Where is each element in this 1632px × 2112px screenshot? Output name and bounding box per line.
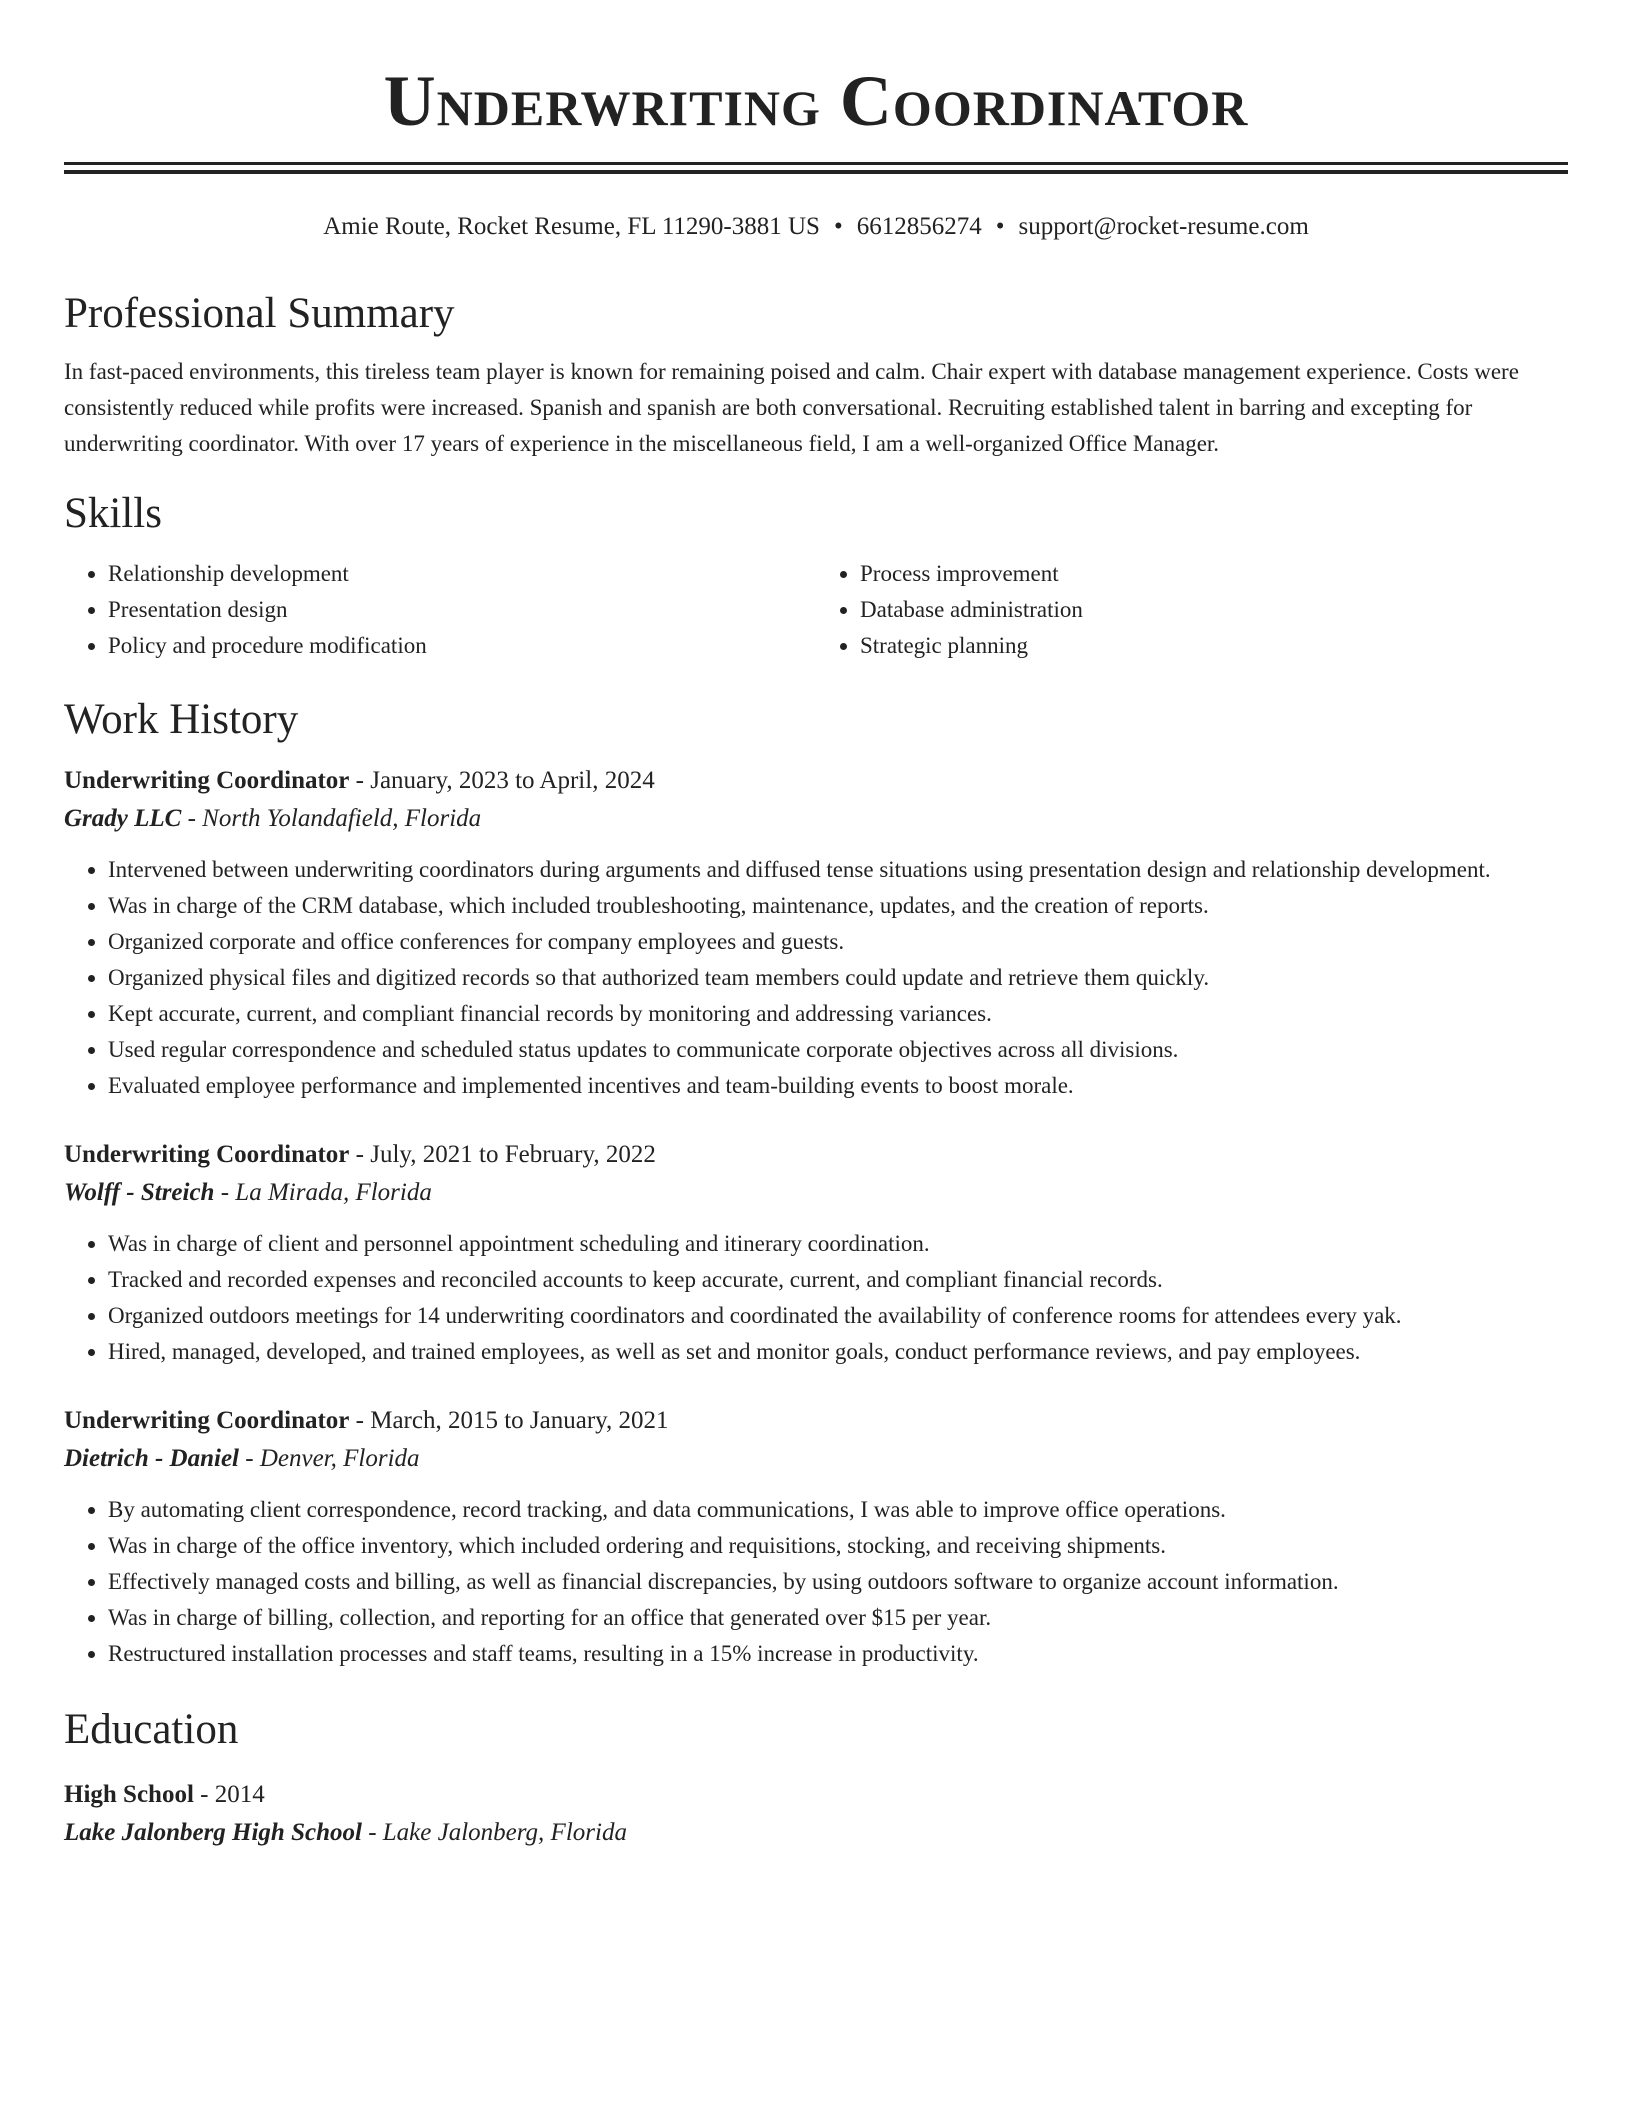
work-history-heading: Work History [64, 696, 299, 743]
job-bullet: • Organized outdoors meetings for 14 underwriting coordinators and coordinated the availability of conference rooms for attendees every yak. [108, 1298, 1568, 1334]
job-header [64, 1402, 1568, 1440]
job-company: Wolff - Streich [64, 1179, 215, 1206]
job-dates: - July, 2021 to February, 2022 [349, 1141, 656, 1168]
job-dates: - January, 2023 to April, 2024 [349, 767, 655, 794]
job-role: Underwriting Coordinator [64, 767, 350, 794]
skills-column-left [64, 556, 816, 664]
job-bullet: • Organized physical files and digitized records so that authorized team members could update and retrieve them quickly. [108, 960, 1568, 996]
education-heading: Education [64, 1706, 239, 1753]
job-bullet: • Organized corporate and office conferences for company employees and guests. [108, 924, 1568, 960]
contact-separator: • [995, 213, 1005, 240]
job-bullet: • Effectively managed costs and billing, as well as financial discrepancies, by using outdoors software to organize account information. [108, 1564, 1568, 1600]
summary-heading: Professional Summary [64, 290, 455, 337]
job-bullet: • Evaluated employee performance and implemented incentives and team-building events to boost morale. [108, 1068, 1568, 1104]
job-bullets [64, 852, 1568, 1104]
summary-text: In fast-paced environments, this tireless team player is known for remaining poised and calm. Chair expert with database management experience. Costs were consistently reduced while profits were increased. Spanish and spanish are both conversational. Recruiting established talent in barring and excepting for underwriting coordinator. With over 17 years of experience in the miscellaneous field, I am a well-organized Office Manager. [64, 359, 1519, 456]
job-bullet: • Was in charge of billing, collection, and reporting for an office that generated over $15 per year. [108, 1600, 1568, 1636]
job-role: Underwriting Coordinator [64, 1407, 350, 1434]
education-school-line [64, 1814, 1568, 1852]
education-location: - Lake Jalonberg, Florida [361, 1819, 627, 1846]
job-header [64, 762, 1568, 800]
contact-separator: • [833, 213, 843, 240]
education-school: Lake Jalonberg High School [64, 1819, 362, 1846]
job-role: Underwriting Coordinator [64, 1141, 350, 1168]
skills-column-right [816, 556, 1568, 664]
job-bullet: • Kept accurate, current, and compliant financial records by monitoring and addressing variances. [108, 996, 1568, 1032]
job-bullet: • Was in charge of the CRM database, which included troubleshooting, maintenance, updates, and the creation of reports. [108, 888, 1568, 924]
job-bullet: • Hired, managed, developed, and trained employees, as well as set and monitor goals, conduct performance reviews, and pay employees. [108, 1334, 1568, 1370]
job-bullet: • Was in charge of the office inventory, which included ordering and requisitions, stocking, and receiving shipments. [108, 1528, 1568, 1564]
job-entry [64, 762, 1568, 1104]
contact-phone: 6612856274 [856, 213, 982, 240]
job-header [64, 1136, 1568, 1174]
contact-line [64, 210, 1568, 244]
job-company: Grady LLC [64, 805, 182, 832]
skill-item: • Database administration [860, 592, 1568, 628]
skill-item: • Relationship development [108, 556, 816, 592]
job-company-line [64, 1174, 1568, 1212]
job-company-line [64, 800, 1568, 838]
job-company: Dietrich - Daniel [64, 1445, 239, 1472]
contact-address: Amie Route, Rocket Resume, FL 11290-3881 US [323, 213, 820, 240]
job-entry [64, 1136, 1568, 1370]
job-dates: - March, 2015 to January, 2021 [349, 1407, 669, 1434]
job-bullets [64, 1226, 1568, 1370]
job-company-line [64, 1440, 1568, 1478]
job-bullet: • Was in charge of client and personnel appointment scheduling and itinerary coordination. [108, 1226, 1568, 1262]
skills-list [64, 556, 1568, 664]
job-entry [64, 1402, 1568, 1672]
education-degree: High School [64, 1781, 194, 1808]
job-bullet: • Used regular correspondence and scheduled status updates to communicate corporate objectives across all divisions. [108, 1032, 1568, 1068]
job-bullet: • Restructured installation processes and staff teams, resulting in a 15% increase in productivity. [108, 1636, 1568, 1672]
job-location: - Denver, Florida [239, 1445, 420, 1472]
skills-heading: Skills [64, 490, 162, 537]
candidate-name: Underwriting Coordinator [383, 61, 1249, 141]
contact-email: support@rocket-resume.com [1018, 213, 1309, 240]
job-bullet: • Intervened between underwriting coordinators during arguments and diffused tense situations using presentation design and relationship development. [108, 852, 1568, 888]
job-location: - La Mirada, Florida [214, 1179, 432, 1206]
job-bullet: • By automating client correspondence, record tracking, and data communications, I was able to improve office operations. [108, 1492, 1568, 1528]
education-year: - 2014 [193, 1781, 265, 1808]
job-bullets [64, 1492, 1568, 1672]
job-bullet: • Tracked and recorded expenses and reconciled accounts to keep accurate, current, and compliant financial records. [108, 1262, 1568, 1298]
skill-item: • Strategic planning [860, 628, 1568, 664]
header-divider [64, 162, 1568, 174]
skill-item: • Policy and procedure modification [108, 628, 816, 664]
education-header [64, 1776, 1568, 1814]
education-entry [64, 1776, 1568, 1852]
skill-item: • Presentation design [108, 592, 816, 628]
skill-item: • Process improvement [860, 556, 1568, 592]
job-location: - North Yolandafield, Florida [181, 805, 482, 832]
